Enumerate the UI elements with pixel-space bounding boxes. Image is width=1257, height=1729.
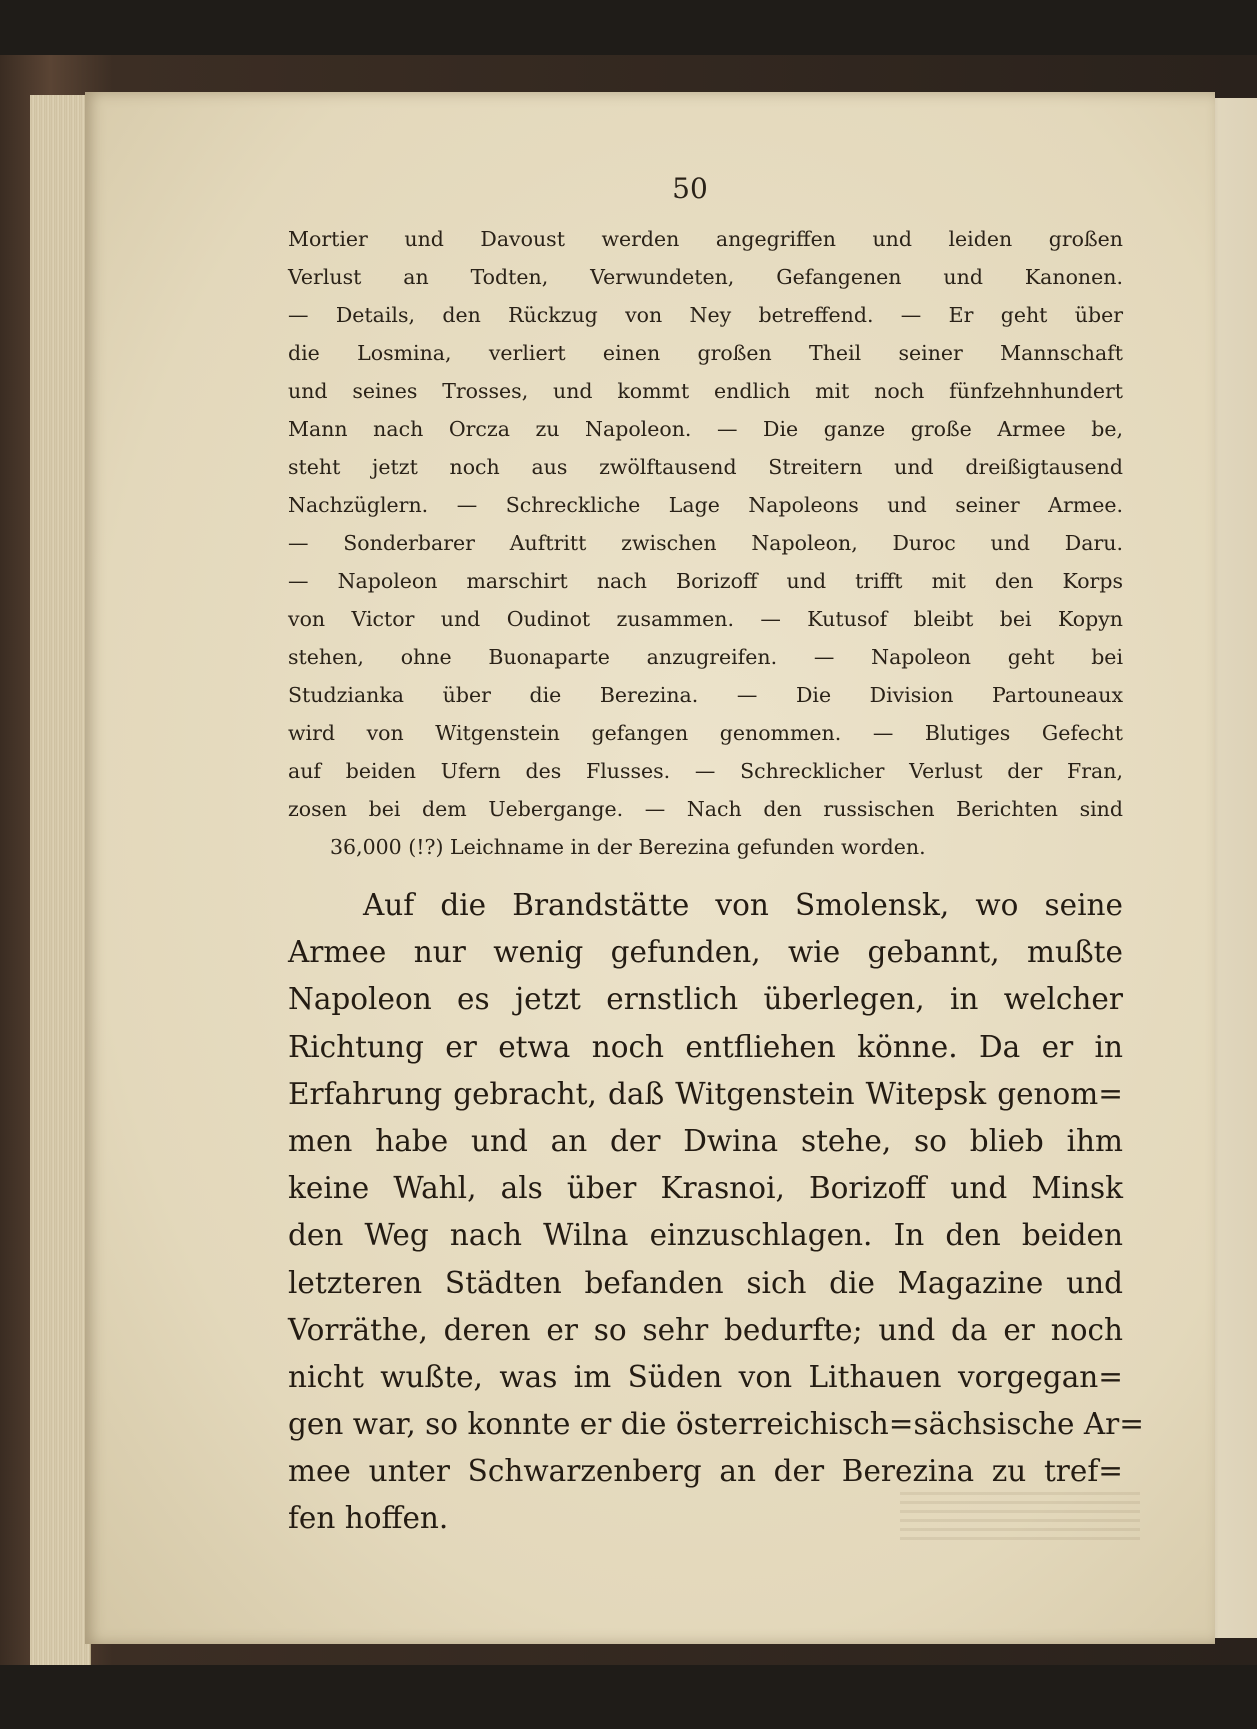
body-line: Richtung er etwa noch entfliehen könne. Da er in [288,1029,1123,1064]
summary-line: stehen, ohne Buonaparte anzugreifen. — Napoleon geht bei [288,645,1123,669]
body-line: letzteren Städten befanden sich die Magazine und [288,1265,1123,1300]
summary-line: von Victor und Oudinot zusammen. — Kutusof bleibt bei Kopyn [288,607,1123,631]
summary-line: auf beiden Ufern des Flusses. — Schrecklicher Verlust der Fran, [288,759,1123,783]
summary-line: steht jetzt noch aus zwölftausend Streitern und dreißigtausend [288,455,1123,479]
page-edges [30,95,91,1665]
summary-line: und seines Trosses, und kommt endlich mit noch fünfzehnhundert [288,379,1123,403]
body-line: Auf die Brandstätte von Smolensk, wo seine [363,888,1123,922]
summary-line: Studzianka über die Berezina. — Die Division Partouneaux [288,683,1123,707]
body-line: keine Wahl, als über Krasnoi, Borizoff und Minsk [288,1171,1123,1206]
summary-line: Verlust an Todten, Verwundeten, Gefangenen und Kanonen. [288,265,1123,289]
body-line: Armee nur wenig gefunden, wie gebannt, mußte [288,935,1123,970]
summary-line: — Details, den Rückzug von Ney betreffend. — Er geht über [288,303,1123,327]
summary-line: — Sonderbarer Auftritt zwischen Napoleon, Duroc und Daru. [288,531,1123,555]
summary-line: Mann nach Orcza zu Napoleon. — Die ganze große Armee be, [288,417,1123,441]
body-line: fen hoffen. [288,1501,449,1536]
summary-line: wird von Witgenstein gefangen genommen. — Blutiges Gefecht [288,721,1123,745]
body-line: Vorräthe, deren er so sehr bedurfte; und da er noch [288,1312,1123,1347]
chapter-summary [288,220,1123,866]
body-line: den Weg nach Wilna einzuschlagen. In den beiden [288,1218,1123,1253]
body-line: nicht wußte, was im Süden von Lithauen vorgegan= [288,1359,1123,1394]
summary-line: Nachzüglern. — Schreckliche Lage Napoleons und seiner Armee. [288,493,1123,517]
body-line: gen war, so konnte er die österreichisch=sächsische Ar= [288,1407,1144,1442]
summary-line: Mortier und Davoust werden angegriffen und leiden großen [288,227,1123,251]
body-line: mee unter Schwarzenberg an der Berezina zu tref= [288,1454,1123,1489]
summary-line: die Losmina, verliert einen großen Theil seiner Mannschaft [288,341,1123,365]
body-line: Erfahrung gebracht, daß Witgenstein Witepsk genom= [288,1076,1123,1111]
body-line: men habe und an der Dwina stehe, so blieb ihm [288,1123,1123,1158]
summary-line: zosen bei dem Uebergange. — Nach den russischen Berichten sind [288,797,1123,821]
body-paragraph [288,882,1144,1543]
page-number: 50 [672,172,708,205]
summary-line: 36,000 (!?) Leichname in der Berezina gefunden worden. [330,835,926,859]
summary-line: — Napoleon marschirt nach Borizoff und trifft mit den Korps [288,569,1123,593]
body-line: Napoleon es jetzt ernstlich überlegen, in welcher [288,982,1123,1017]
